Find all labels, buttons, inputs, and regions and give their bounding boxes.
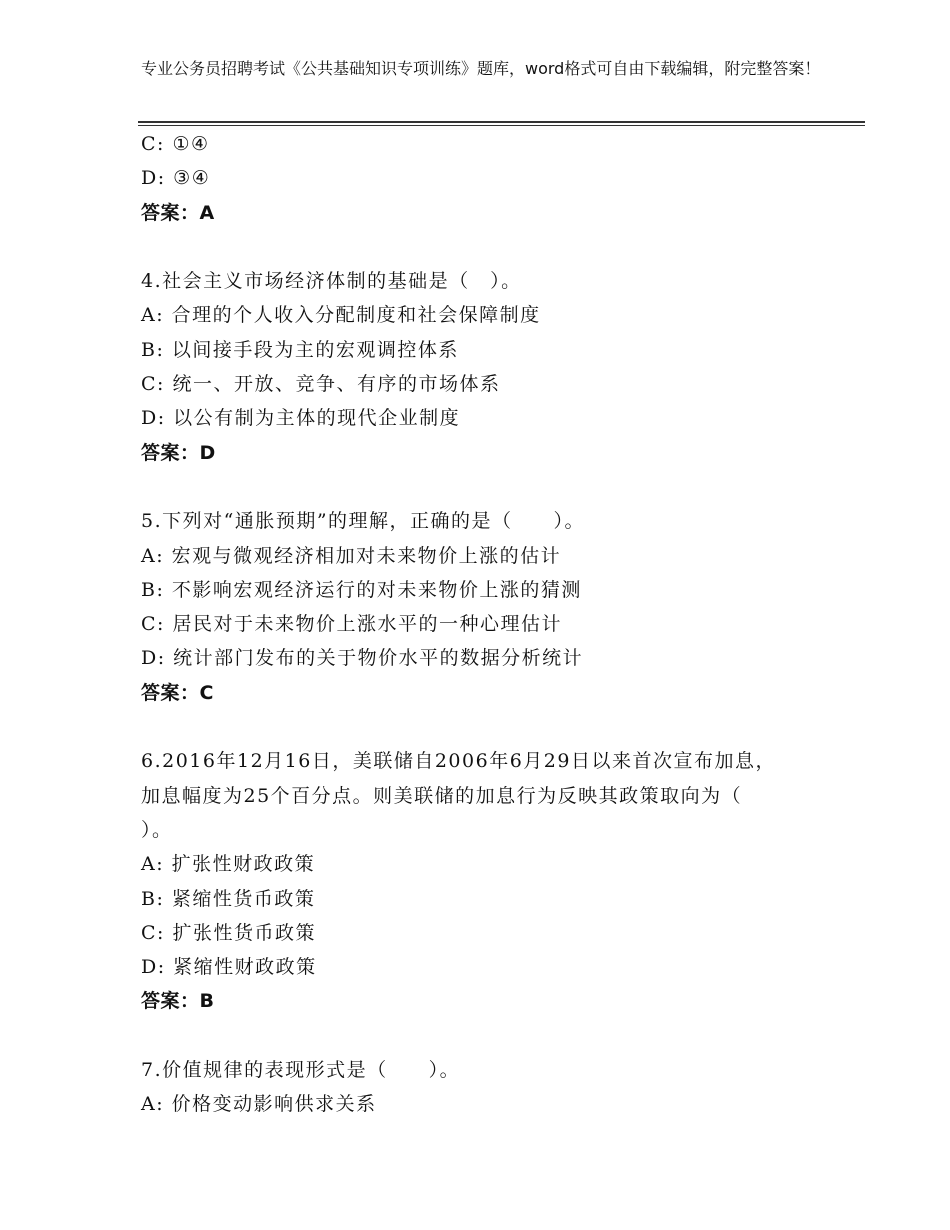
spacer bbox=[141, 230, 841, 264]
q6-stem-line-3: ）。 bbox=[141, 818, 173, 841]
page-header: 专业公务员招聘考试《公共基础知识专项训练》题库，word格式可自由下载编辑，附完整答案！ bbox=[141, 59, 821, 78]
q3-answer: 答案：A bbox=[141, 201, 215, 224]
q4-option-c: C: 统一、开放、竞争、有序的市场体系 bbox=[141, 373, 501, 396]
q7-stem: 7.价值规律的表现形式是（ ）。 bbox=[141, 1059, 461, 1082]
q4-answer: 答案：D bbox=[141, 441, 216, 464]
q6-option-a: A: 扩张性财政政策 bbox=[141, 853, 316, 876]
q5-option-a: A: 宏观与微观经济相加对未来物价上涨的估计 bbox=[141, 544, 562, 567]
q5-option-c: C: 居民对于未来物价上涨水平的一种心理估计 bbox=[141, 613, 562, 636]
q6-option-c: C: 扩张性货币政策 bbox=[141, 921, 316, 944]
q6-stem-line-1: 6.2016年12月16日，美联储自2006年6月29日以来首次宣布加息， bbox=[141, 750, 776, 773]
q5-answer: 答案：C bbox=[141, 681, 214, 704]
q5-stem: 5.下列对“通胀预期”的理解，正确的是（ ）。 bbox=[141, 510, 586, 533]
question-content bbox=[141, 127, 841, 1122]
header-rule-thin bbox=[138, 125, 865, 126]
q5-option-b: B: 不影响宏观经济运行的对未来物价上涨的猜测 bbox=[141, 578, 582, 601]
q4-option-d: D: 以公有制为主体的现代企业制度 bbox=[141, 407, 461, 430]
q3-option-c: C: ①④ bbox=[141, 133, 210, 155]
spacer bbox=[141, 1019, 841, 1053]
spacer bbox=[141, 470, 841, 504]
header-rule-thick bbox=[138, 121, 865, 123]
q4-option-a: A: 合理的个人收入分配制度和社会保障制度 bbox=[141, 304, 541, 327]
q6-answer: 答案：B bbox=[141, 990, 215, 1013]
spacer bbox=[141, 710, 841, 744]
q3-option-d: D: ③④ bbox=[141, 167, 211, 190]
q5-option-d: D: 统计部门发布的关于物价水平的数据分析统计 bbox=[141, 647, 584, 670]
q4-stem: 4.社会主义市场经济体制的基础是（ ）。 bbox=[141, 270, 522, 293]
q6-option-b: B: 紧缩性货币政策 bbox=[141, 887, 316, 910]
q4-option-b: B: 以间接手段为主的宏观调控体系 bbox=[141, 338, 459, 361]
q6-option-d: D: 紧缩性财政政策 bbox=[141, 956, 317, 979]
q7-option-a: A: 价格变动影响供求关系 bbox=[141, 1093, 377, 1116]
q6-stem-line-2: 加息幅度为25个百分点。则美联储的加息行为反映其政策取向为（ bbox=[141, 784, 743, 807]
